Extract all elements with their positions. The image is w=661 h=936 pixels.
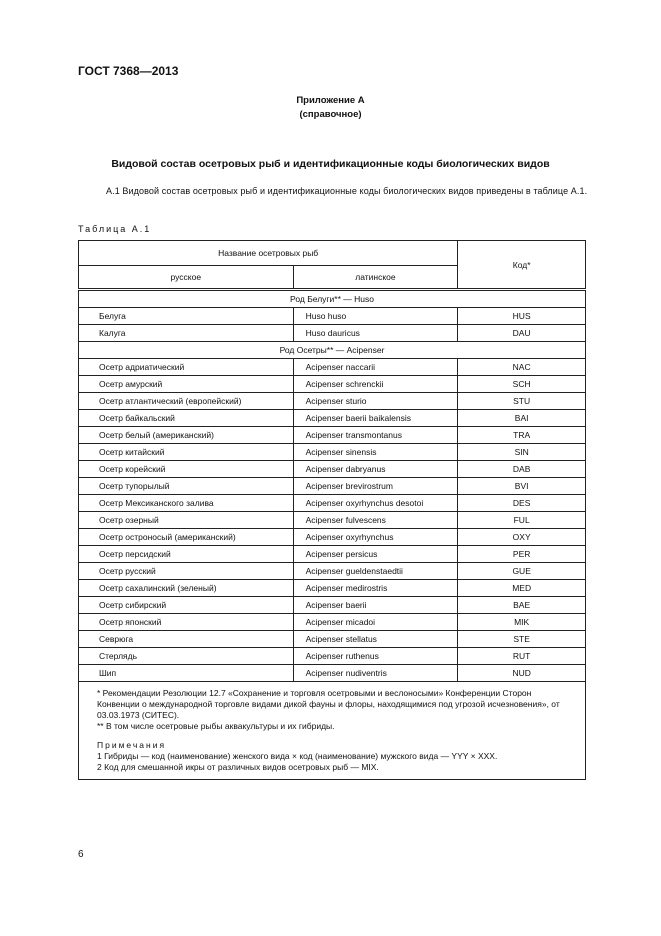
- latin-name-cell: Acipenser schrenckii: [293, 376, 458, 393]
- table-notes: [79, 682, 586, 780]
- page-number: 6: [78, 849, 84, 860]
- note-2: 2 Код для смешанной икры от различных видов осетровых рыб — MIX.: [97, 762, 379, 772]
- russian-name-cell: Осетр китайский: [79, 444, 294, 461]
- section-heading: Видовой состав осетровых рыб и идентификационные коды биологических видов: [111, 158, 550, 170]
- russian-name-cell: Шип: [79, 665, 294, 682]
- russian-name-cell: Севрюга: [79, 631, 294, 648]
- column-header-code: Код*: [458, 241, 586, 290]
- table-row: [79, 631, 586, 648]
- code-cell: STE: [458, 631, 586, 648]
- russian-name-cell: Осетр корейский: [79, 461, 294, 478]
- code-cell: BAI: [458, 410, 586, 427]
- table-row: [79, 478, 586, 495]
- russian-name-cell: Осетр амурский: [79, 376, 294, 393]
- genus-row-huso: Род Белуги** — Huso: [79, 290, 586, 308]
- code-cell: MED: [458, 580, 586, 597]
- note-1: 1 Гибриды — код (наименование) женского вида × код (наименование) мужского вида — YYY × XXX.: [97, 751, 498, 761]
- latin-name-cell: Acipenser naccarii: [293, 359, 458, 376]
- code-cell: SCH: [458, 376, 586, 393]
- table-row: [79, 393, 586, 410]
- code-cell: BAE: [458, 597, 586, 614]
- latin-name-cell: Acipenser sturio: [293, 393, 458, 410]
- russian-name-cell: Стерлядь: [79, 648, 294, 665]
- notes-title: Примечания: [97, 740, 167, 750]
- code-cell: GUE: [458, 563, 586, 580]
- latin-name-cell: Huso dauricus: [293, 325, 458, 342]
- document-code: ГОСТ 7368—2013: [78, 64, 179, 78]
- footnote-2: ** В том числе осетровые рыбы аквакультуры и их гибриды.: [97, 721, 335, 731]
- table-row: [79, 325, 586, 342]
- species-table: [78, 240, 586, 780]
- table-caption: Таблица А.1: [78, 224, 152, 234]
- code-cell: NAC: [458, 359, 586, 376]
- huso-rows: [79, 308, 586, 342]
- russian-name-cell: Осетр байкальский: [79, 410, 294, 427]
- footnote-1: * Рекомендации Резолюции 12.7 «Сохранение и торговля осетровыми и веслоносыми» Конференции Сторон Конвенции о международной торговле видами дикой фауны и флоры, находящимися под угрозой исчезновения», от 03.03.1973 (СИТЕС).: [97, 688, 560, 720]
- genus-row-acipenser: Род Осетры** — Acipenser: [79, 342, 586, 359]
- column-header-latin: латинское: [293, 266, 458, 290]
- table-row: [79, 512, 586, 529]
- code-cell: RUT: [458, 648, 586, 665]
- russian-name-cell: Осетр персидский: [79, 546, 294, 563]
- table-row: [79, 444, 586, 461]
- acipenser-rows: [79, 359, 586, 682]
- code-cell: DAU: [458, 325, 586, 342]
- code-cell: DAB: [458, 461, 586, 478]
- latin-name-cell: Acipenser oxyrhynchus: [293, 529, 458, 546]
- latin-name-cell: Acipenser baerii baikalensis: [293, 410, 458, 427]
- code-cell: HUS: [458, 308, 586, 325]
- code-cell: PER: [458, 546, 586, 563]
- latin-name-cell: Acipenser gueldenstaedtii: [293, 563, 458, 580]
- code-cell: STU: [458, 393, 586, 410]
- table-row: [79, 410, 586, 427]
- russian-name-cell: Осетр озерный: [79, 512, 294, 529]
- latin-name-cell: Acipenser baerii: [293, 597, 458, 614]
- russian-name-cell: Осетр японский: [79, 614, 294, 631]
- russian-name-cell: Калуга: [79, 325, 294, 342]
- russian-name-cell: Осетр сахалинский (зеленый): [79, 580, 294, 597]
- column-group-header: Название осетровых рыб: [79, 241, 458, 266]
- latin-name-cell: Acipenser micadoi: [293, 614, 458, 631]
- code-cell: NUD: [458, 665, 586, 682]
- latin-name-cell: Acipenser oxyrhynchus desotoi: [293, 495, 458, 512]
- code-cell: TRA: [458, 427, 586, 444]
- appendix-label: [0, 94, 661, 122]
- latin-name-cell: Acipenser transmontanus: [293, 427, 458, 444]
- code-cell: DES: [458, 495, 586, 512]
- latin-name-cell: Acipenser dabryanus: [293, 461, 458, 478]
- intro-paragraph: А.1 Видовой состав осетровых рыб и идентификационные коды биологических видов приведены в таблице А.1.: [106, 186, 588, 196]
- table-row: [79, 546, 586, 563]
- table-row: [79, 461, 586, 478]
- table-row: [79, 614, 586, 631]
- latin-name-cell: Acipenser sinensis: [293, 444, 458, 461]
- table-row: [79, 427, 586, 444]
- russian-name-cell: Осетр атлантический (европейский): [79, 393, 294, 410]
- table-row: [79, 495, 586, 512]
- code-cell: SIN: [458, 444, 586, 461]
- latin-name-cell: Acipenser brevirostrum: [293, 478, 458, 495]
- russian-name-cell: Осетр белый (американский): [79, 427, 294, 444]
- table-row: [79, 308, 586, 325]
- code-cell: MIK: [458, 614, 586, 631]
- code-cell: BVI: [458, 478, 586, 495]
- appendix-title: Приложение А: [296, 95, 365, 106]
- latin-name-cell: Acipenser medirostris: [293, 580, 458, 597]
- table-row: [79, 359, 586, 376]
- russian-name-cell: Белуга: [79, 308, 294, 325]
- table-row: [79, 648, 586, 665]
- table-row: [79, 563, 586, 580]
- latin-name-cell: Huso huso: [293, 308, 458, 325]
- table-row: [79, 580, 586, 597]
- russian-name-cell: Осетр Мексиканского залива: [79, 495, 294, 512]
- latin-name-cell: Acipenser nudiventris: [293, 665, 458, 682]
- russian-name-cell: Осетр русский: [79, 563, 294, 580]
- russian-name-cell: Осетр сибирский: [79, 597, 294, 614]
- table-row: [79, 376, 586, 393]
- table-row: [79, 665, 586, 682]
- table-row: [79, 529, 586, 546]
- appendix-subtitle: (справочное): [299, 109, 362, 120]
- latin-name-cell: Acipenser ruthenus: [293, 648, 458, 665]
- russian-name-cell: Осетр адриатический: [79, 359, 294, 376]
- latin-name-cell: Acipenser fulvescens: [293, 512, 458, 529]
- code-cell: OXY: [458, 529, 586, 546]
- column-header-russian: русское: [79, 266, 294, 290]
- code-cell: FUL: [458, 512, 586, 529]
- latin-name-cell: Acipenser stellatus: [293, 631, 458, 648]
- latin-name-cell: Acipenser persicus: [293, 546, 458, 563]
- russian-name-cell: Осетр остроносый (американский): [79, 529, 294, 546]
- table-row: [79, 597, 586, 614]
- russian-name-cell: Осетр тупорылый: [79, 478, 294, 495]
